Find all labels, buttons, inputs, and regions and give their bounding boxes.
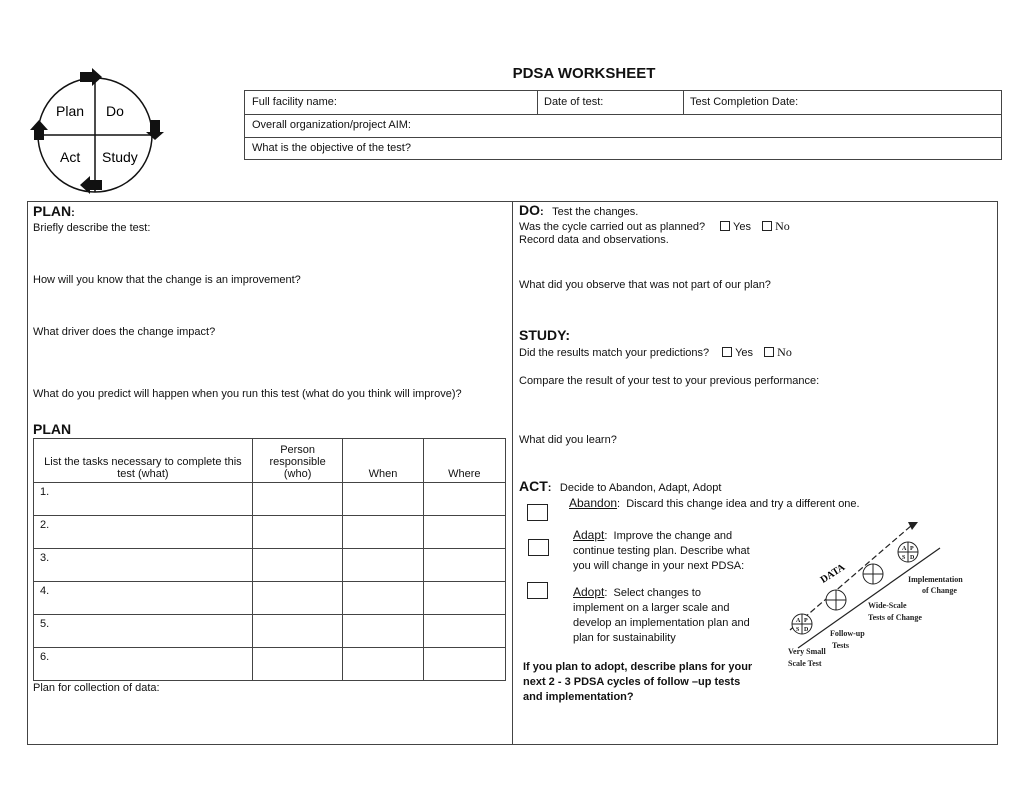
ramp-wide-scale-label: Wide-Scale [868, 601, 907, 610]
study-heading: STUDY: [519, 327, 571, 343]
cycle-do-label: Do [106, 103, 124, 119]
cycle-wheel-icon [863, 564, 883, 584]
ramp-implementation-label: Implementation [908, 575, 963, 584]
person-cell[interactable] [252, 615, 343, 648]
person-cell[interactable] [252, 648, 343, 681]
svg-text:S: S [796, 627, 800, 633]
table-row [34, 483, 506, 516]
completion-date-field[interactable]: Test Completion Date: [690, 96, 799, 108]
when-cell[interactable] [343, 615, 423, 648]
when-cell[interactable] [343, 483, 423, 516]
pdsa-cycle-diagram [22, 68, 174, 198]
cycle-act-label: Act [60, 149, 81, 165]
page-title: PDSA WORKSHEET [512, 65, 656, 82]
table-row [34, 549, 506, 582]
abandon-checkbox[interactable] [527, 504, 548, 521]
pdsa-ramp-diagram [780, 520, 970, 675]
ramp-tests-of-change-label: Tests of Change [868, 613, 922, 622]
table-row [34, 582, 506, 615]
ramp-tests-label: Tests [832, 641, 850, 650]
study-no-checkbox[interactable] [764, 347, 774, 357]
adopt-option: Adopt: Select changes to implement on a larger scale and develop an implementation plan and plan for sustainability [573, 585, 750, 644]
task-cell[interactable]: 3. [34, 549, 253, 582]
study-learn-question: What did you learn? [519, 434, 617, 446]
data-collection-label: Plan for collection of data: [33, 682, 160, 694]
adopt-plans-question: If you plan to adopt, describe plans for your next 2 - 3 PDSA cycles of follow –up tests and implementation? [523, 661, 753, 703]
where-cell[interactable] [423, 516, 505, 549]
do-planned-question: Was the cycle carried out as planned? Yes No [519, 219, 790, 233]
cycle-wheel-icon [792, 614, 812, 634]
plan-heading: PLAN: [33, 203, 75, 219]
column-header-person: Person responsible (who) [252, 439, 343, 483]
adopt-checkbox[interactable] [527, 582, 548, 599]
cycle-plan-label: Plan [56, 103, 85, 119]
column-header-where: Where [423, 439, 505, 483]
arrow-up-icon [30, 120, 48, 140]
plan-table-heading: PLAN [33, 421, 72, 437]
table-row [34, 648, 506, 681]
person-cell[interactable] [252, 549, 343, 582]
where-cell[interactable] [423, 615, 505, 648]
when-cell[interactable] [343, 549, 423, 582]
facility-name-field[interactable]: Full facility name: [252, 96, 337, 108]
task-cell[interactable]: 4. [34, 582, 253, 615]
aim-field[interactable]: Overall organization/project AIM: [252, 119, 411, 131]
when-cell[interactable] [343, 582, 423, 615]
task-cell[interactable]: 6. [34, 648, 253, 681]
person-cell[interactable] [252, 582, 343, 615]
person-cell[interactable] [252, 516, 343, 549]
do-yes-checkbox[interactable] [720, 221, 730, 231]
plan-predict-question: What do you predict will happen when you run this test (what do you think will improve)? [33, 388, 462, 400]
svg-text:A: A [796, 618, 801, 624]
task-cell[interactable]: 2. [34, 516, 253, 549]
cycle-study-label: Study [102, 149, 138, 165]
ramp-very-small-label: Very Small [788, 647, 826, 656]
plan-driver-question: What driver does the change impact? [33, 326, 216, 338]
table-row [34, 516, 506, 549]
table-row [34, 615, 506, 648]
task-cell[interactable]: 1. [34, 483, 253, 516]
study-yes-checkbox[interactable] [722, 347, 732, 357]
svg-text:D: D [804, 627, 809, 633]
svg-text:S: S [902, 555, 906, 561]
plan-improvement-question: How will you know that the change is an improvement? [33, 274, 301, 286]
arrow-down-icon [146, 120, 164, 140]
where-cell[interactable] [423, 549, 505, 582]
header-info-table [244, 90, 1002, 160]
abandon-option: Abandon: Discard this change idea and try a different one. [569, 496, 860, 510]
where-cell[interactable] [423, 648, 505, 681]
do-record-text: Record data and observations. [519, 234, 669, 246]
svg-text:A: A [902, 546, 907, 552]
ramp-of-change-label: of Change [922, 586, 957, 595]
cycle-wheel-icon [898, 542, 918, 562]
do-observe-question: What did you observe that was not part of our plan? [519, 279, 771, 291]
when-cell[interactable] [343, 516, 423, 549]
ramp-scale-test-label: Scale Test [788, 659, 822, 668]
where-cell[interactable] [423, 483, 505, 516]
task-cell[interactable]: 5. [34, 615, 253, 648]
ramp-follow-up-label: Follow-up [830, 629, 865, 638]
plan-describe-question: Briefly describe the test: [33, 222, 151, 234]
objective-field[interactable]: What is the objective of the test? [252, 142, 411, 154]
cycle-wheel-icon [826, 590, 846, 610]
ramp-data-label: DATA [818, 561, 848, 586]
plan-task-table [33, 438, 506, 681]
column-divider [512, 201, 513, 745]
person-cell[interactable] [252, 483, 343, 516]
do-no-checkbox[interactable] [762, 221, 772, 231]
where-cell[interactable] [423, 582, 505, 615]
act-heading: ACT: Decide to Abandon, Adapt, Adopt [519, 478, 722, 494]
do-heading: DO: Test the changes. [519, 202, 639, 218]
date-of-test-field[interactable]: Date of test: [544, 96, 604, 108]
when-cell[interactable] [343, 648, 423, 681]
svg-text:D: D [910, 555, 915, 561]
svg-text:P: P [910, 546, 914, 552]
svg-text:P: P [804, 618, 808, 624]
adapt-option: Adapt: Improve the change and continue testing plan. Describe what you will change in your next PDSA: [573, 528, 750, 572]
column-header-tasks: List the tasks necessary to complete this test (what) [34, 439, 253, 483]
study-compare-question: Compare the result of your test to your previous performance: [519, 375, 820, 387]
column-header-when: When [343, 439, 423, 483]
study-predictions-question: Did the results match your predictions? Yes No [519, 345, 792, 359]
adapt-checkbox[interactable] [528, 539, 549, 556]
